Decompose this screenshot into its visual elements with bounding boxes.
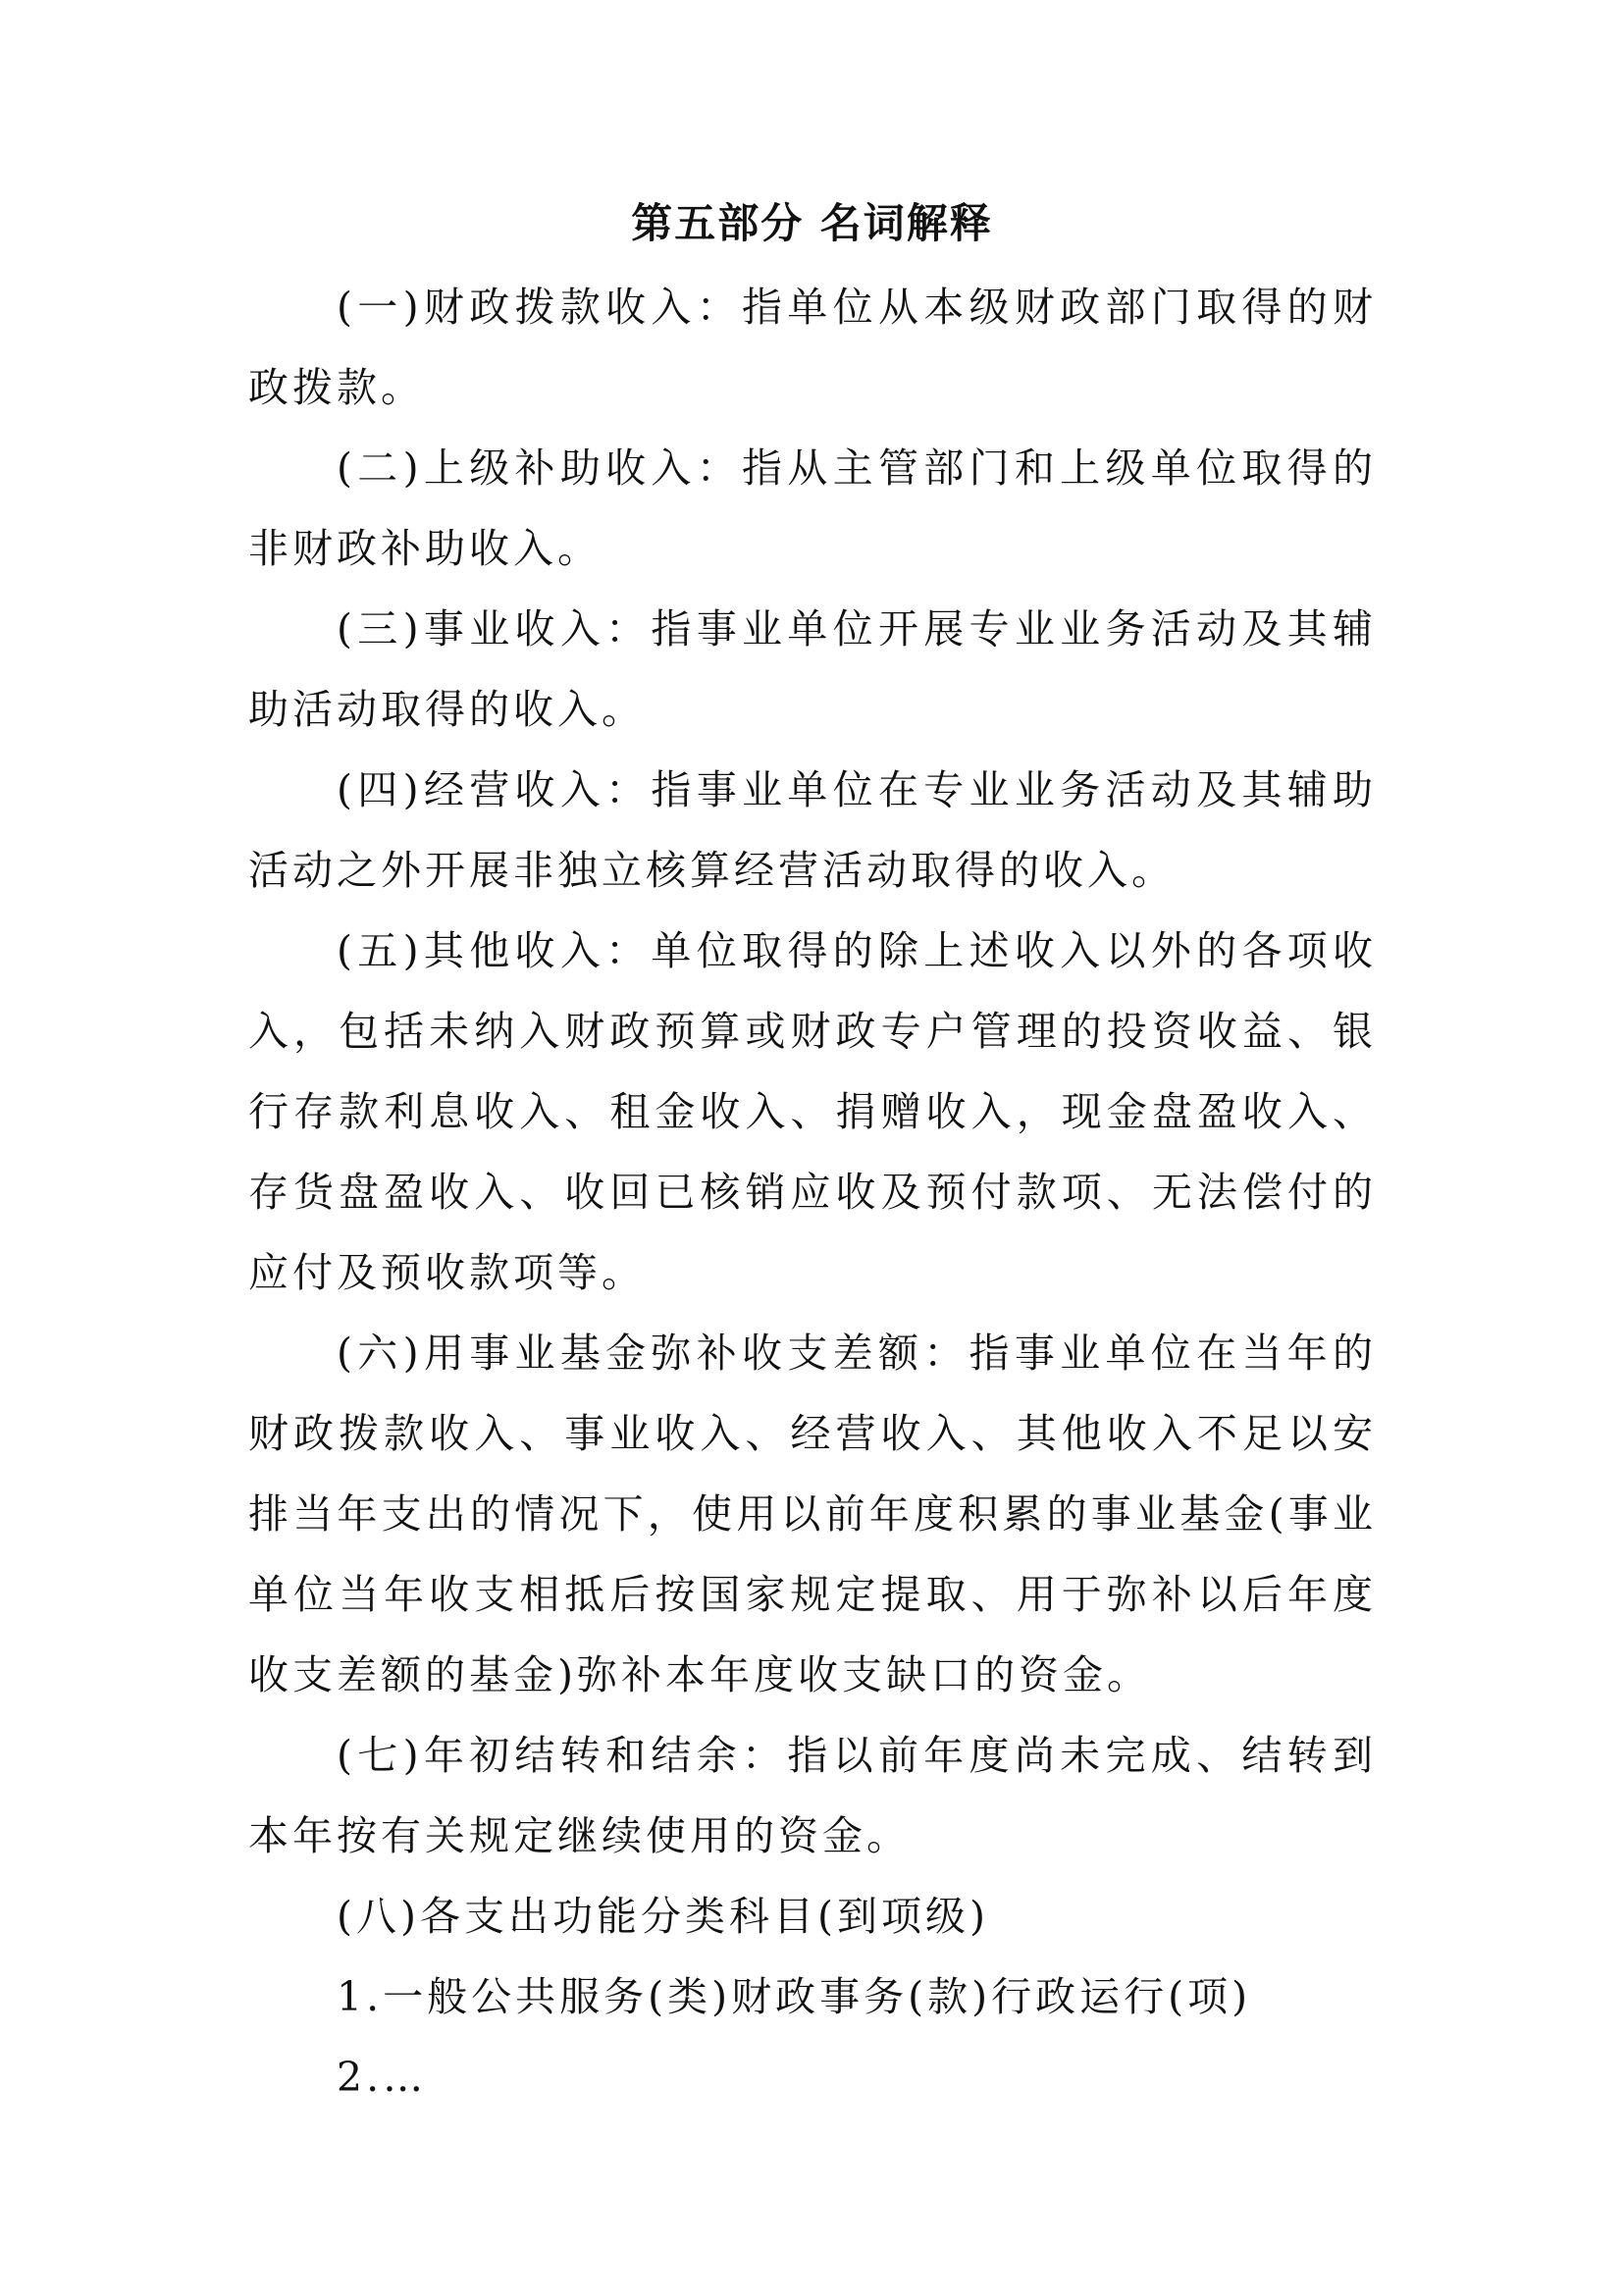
paragraph-carryover-balance: (七)年初结转和结余：指以前年度尚未完成、结转到本年按有关规定继续使用的资金。 bbox=[248, 1732, 1377, 1859]
paragraph-business-income: (三)事业收入：指事业单位开展专业业务活动及其辅助活动取得的收入。 bbox=[248, 605, 1377, 733]
paragraph-list-item-2: 2.… bbox=[337, 2054, 428, 2101]
document-body bbox=[248, 267, 1377, 2117]
paragraph-operating-income: (四)经营收入：指事业单位在专业业务活动及其辅助活动之外开展非独立核算经营活动取得的收入。 bbox=[248, 766, 1377, 894]
paragraph-superior-subsidy-income: (二)上级补助收入：指从主管部门和上级单位取得的非财政补助收入。 bbox=[248, 444, 1377, 572]
paragraph-expenditure-categories: (八)各支出功能分类科目(到项级) bbox=[337, 1893, 989, 1940]
paragraph-other-income: (五)其他收入：单位取得的除上述收入以外的各项收入，包括未纳入财政预算或财政专户管理的投资收益、银行存款利息收入、租金收入、捐赠收入，现金盘盈收入、存货盘盈收入、收回已核销应收及预付款项、无法偿付的应付及预收款项等。 bbox=[248, 927, 1377, 1296]
page-title: 第五部分 名词解释 bbox=[631, 199, 993, 247]
paragraph-fiscal-appropriation-income: (一)财政拨款收入：指单位从本级财政部门取得的财政拨款。 bbox=[248, 284, 1377, 411]
paragraph-list-item-1: 1.一般公共服务(类)财政事务(款)行政运行(项) bbox=[337, 1973, 1252, 2020]
paragraph-business-fund-offset: (六)用事业基金弥补收支差额：指事业单位在当年的财政拨款收入、事业收入、经营收入、其他收入不足以安排当年支出的情况下，使用以前年度积累的事业基金(事业单位当年收支相抵后按国家规定提取、用于弥补以后年度收支差额的基金)弥补本年度收支缺口的资金。 bbox=[248, 1330, 1377, 1698]
